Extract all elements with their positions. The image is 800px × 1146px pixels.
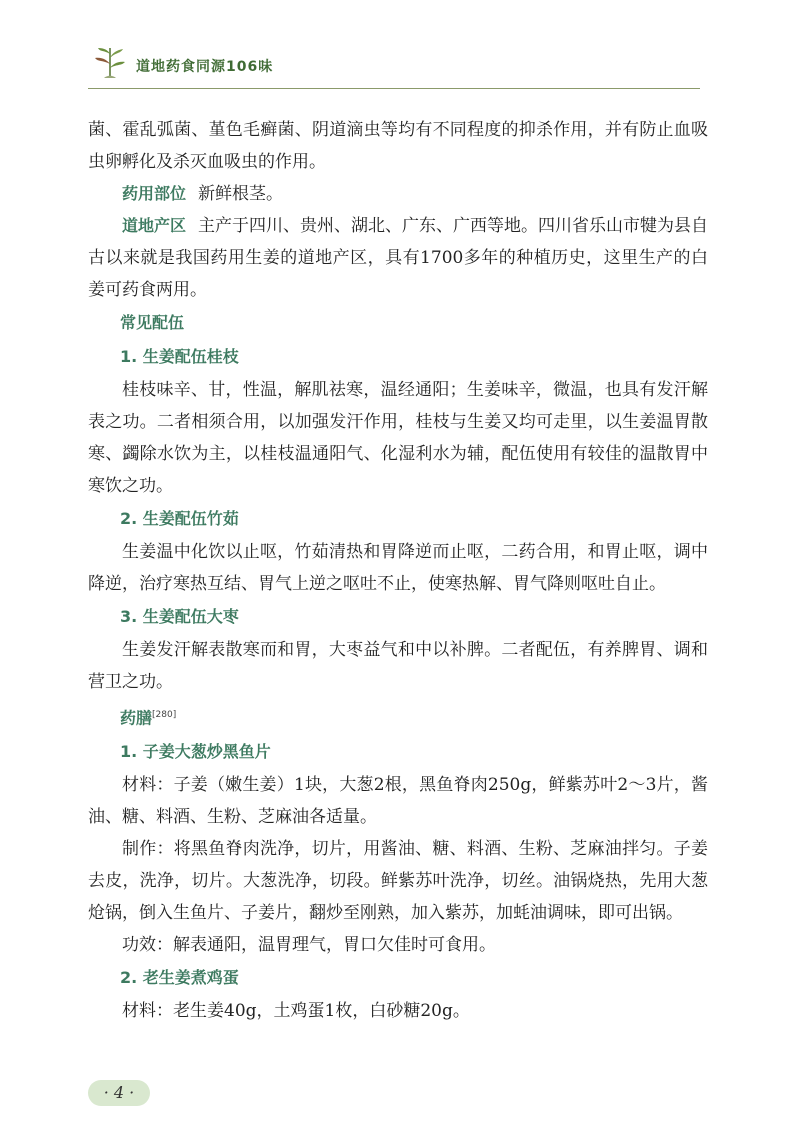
- herb-leaf-icon: [90, 42, 130, 82]
- recipe2-materials: 材料：老生姜40g，土鸡蛋1枚，白砂糖20g。: [122, 1001, 470, 1022]
- pair3-title: 3. 生姜配伍大枣: [120, 607, 239, 626]
- recipe1-materials: 材料：子姜（嫩生姜）1块，大葱2根，黑鱼脊肉250g，鲜紫苏叶2～3片，酱油、糖、料酒、生粉、芝麻油各适量。: [88, 775, 708, 828]
- medicinal-part: [88, 178, 708, 210]
- medicinal-part-label: 药用部位: [122, 184, 187, 203]
- pair1-title: 1. 生姜配伍桂枝: [120, 347, 239, 366]
- origin-label: 道地产区: [122, 216, 187, 235]
- origin-region: [88, 210, 708, 306]
- medicinal-part-text: 新鲜根茎。: [198, 184, 284, 204]
- pair2-text: 生姜温中化饮以止呕，竹茹清热和胃降逆而止呕，二药合用，和胃止呕，调中降逆，治疗寒热互结、胃气上逆之呕吐不止，使寒热解、胃气降则呕吐自止。: [88, 542, 708, 594]
- pair1-text: 桂枝味辛、甘，性温，解肌祛寒，温经通阳；生姜味辛，微温，也具有发汗解表之功。二者相须合用，以加强发汗作用，桂枝与生姜又均可走里，以生姜温胃散寒、蠲除水饮为主，以桂枝温通阳气、化湿利水为辅，配伍使用有较佳的温散胃中寒饮之功。: [88, 380, 708, 496]
- section-heading-pairing: 常见配伍: [120, 313, 185, 332]
- recipe1-method: 制作：将黑鱼脊肉洗净，切片，用酱油、糖、料酒、生粉、芝麻油拌匀。子姜去皮，洗净，切片。大葱洗净，切段。鲜紫苏叶洗净，切丝。油锅烧热，先用大葱炝锅，倒入生鱼片、子姜片，翻炒至刚熟，加入紫苏，加蚝油调味，即可出锅。: [88, 839, 708, 924]
- running-header: [88, 38, 700, 89]
- pair2-title: 2. 生姜配伍竹茹: [120, 509, 239, 528]
- pair3-text: 生姜发汗解表散寒而和胃，大枣益气和中以补脾。二者配伍，有养脾胃、调和营卫之功。: [88, 640, 708, 692]
- header-title: 道地药食同源106味: [136, 59, 274, 75]
- recipe1-title: 1. 子姜大葱炒黑鱼片: [120, 742, 271, 762]
- recipe1-effect: 功效：解表通阳，温胃理气，胃口欠佳时可食用。: [122, 935, 496, 956]
- diet-heading: 药膳: [120, 708, 153, 728]
- recipe2-title: 2. 老生姜煮鸡蛋: [120, 968, 239, 988]
- page-number: · 4 ·: [88, 1080, 150, 1106]
- origin-text: 主产于四川、贵州、湖北、广东、广西等地。四川省乐山市犍为县自古以来就是我国药用生姜的道地产区，具有1700多年的种植历史，这里生产的白姜可药食两用。: [88, 216, 709, 300]
- page-body: [88, 114, 708, 1027]
- diet-reference: [280]: [152, 710, 177, 720]
- paragraph-continued: 菌、霍乱弧菌、堇色毛癣菌、阴道滴虫等均有不同程度的抑杀作用，并有防止血吸虫卵孵化及杀灭血吸虫的作用。: [88, 120, 708, 172]
- section-heading-diet: [88, 698, 708, 735]
